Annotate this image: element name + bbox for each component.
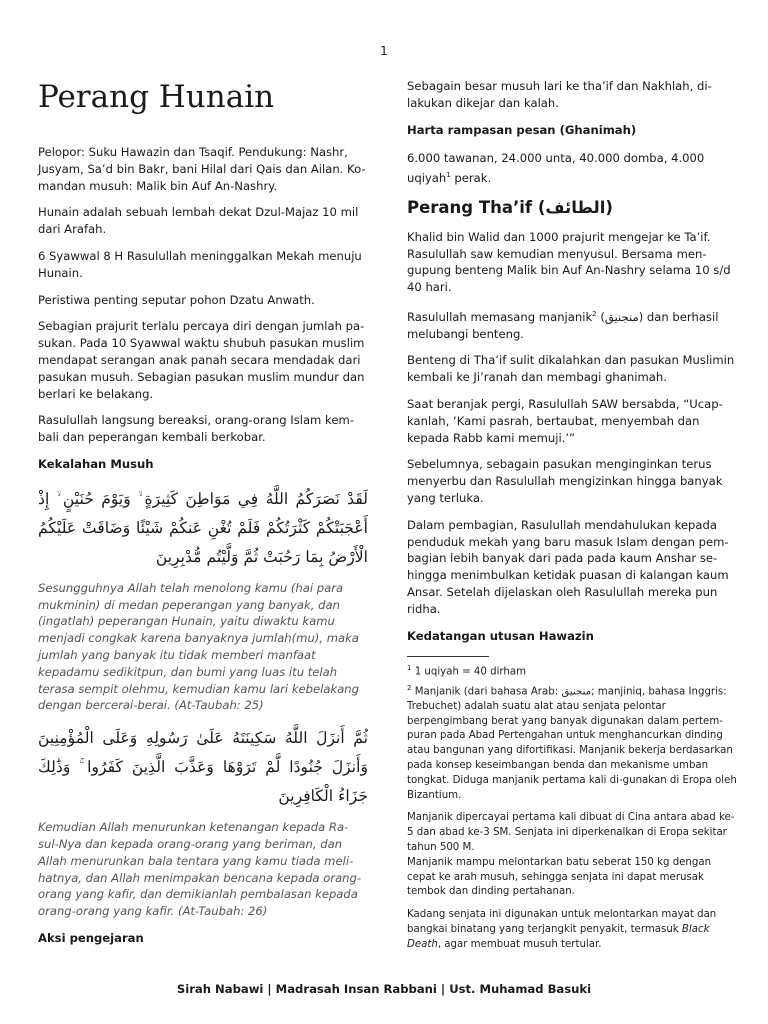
footnote-1-text: 1 uqiyah = 40 dirham	[411, 666, 527, 678]
heading-harta-rampasan: Harta rampasan pesan (Ghanimah)	[407, 122, 637, 137]
footnote-divider	[407, 656, 489, 657]
footnote-2-text: Manjanik (dari bahasa Arab: منجنيق; manjiniq, bahasa Inggris: Trebuchet) adalah suatu alat atau senjata pelontar berpengimbang berat yang banyak digunakan dalam pertem-puran pada Abad Pertengahan untuk menghancurkan dinding atau bangunan yang difortifikasi. Manjanik bekerja berdasarkan pada konsep keseimbangan benda dan mekanisme umban tongkat. Diduga manjanik pertama kali di-gunakan di Eropa oleh Bizantium.	[407, 686, 737, 801]
page-title: Perang Hunain	[38, 79, 275, 115]
footnote-1	[407, 661, 737, 680]
page-footer: Sirah Nabawi | Madrasah Insan Rabbani | Ust. Muhamad Basuki	[176, 982, 592, 996]
footnote-ref-1[interactable]: 1	[446, 171, 451, 180]
right-column	[407, 78, 737, 953]
manjanik-text: Rasulullah memasang manjanik	[407, 309, 593, 324]
translation-taubah-25: Sesungguhnya Allah telah menolong kamu (hai para mukminin) di medan peperangan yang banyak, dan (ingatlah) peperangan Hunain, yaitu diwaktu kamu menjadi congkak karena banyaknya jumlah(mu), maka jumlah yang banyak itu tidak memberi manfaat kepadamu sedikitpun, dan bumi yang luas itu telah terasa sempit olehmu, kemudian kamu lari kebelakang dengan bercerai-berai. (At-Taubah: 25)	[38, 580, 360, 713]
footnote-2-black-death	[407, 908, 737, 952]
paragraph-rasulullah-reaction: Rasulullah langsung bereaksi, orang-orang Islam kem-bali dan peperangan kembali berkobar.	[38, 413, 354, 445]
paragraph-pelopor: Pelopor: Suku Hawazin dan Tsaqif. Pendukung: Nashr, Jusyam, Sa’d bin Bakr, bani Hilal dari Qais dan Ailan. Ko-mandan musuh: Malik bin Auf An-Nashry.	[38, 145, 366, 193]
footnote-2-origin: Manjanik dipercayai pertama kali dibuat di Cina antara abad ke-5 dan abad ke-3 SM. Senjata ini diperkenalkan di Eropa sekitar tahun 500 M.	[407, 812, 735, 853]
paragraph-sebelumnya: Sebelumnya, sebagain pasukan menginginkan terus menyerbu dan Rasulullah mengizinkan hingga banyak yang terluka.	[407, 457, 723, 506]
heading-perang-thaif: Perang Tha’if (الطائف)	[407, 197, 613, 217]
fn5-text-a: Kadang senjata ini digunakan untuk melontarkan mayat dan bangkai binatang yang terjangkit penyakit, termasuk	[407, 909, 717, 935]
heading-kekalahan-musuh: Kekalahan Musuh	[38, 456, 154, 471]
paragraph-khalid: Khalid bin Walid dan 1000 prajurit mengejar ke Ta’if. Rasulullah saw kemudian menyusul. Bersama men-gupung benteng Malik bin Auf An-Nashry selama 10 s/d 40 hari.	[407, 229, 731, 295]
paragraph-overconfidence: Sebagian prajurit terlalu percaya diri dengan jumlah pa-sukan. Pada 10 Syawwal waktu shubuh pasukan muslim mendapat serangan anak panah secara mendadak dari pasukan musuh. Sebagian pasukan muslim mundur dan berlari ke belakang.	[38, 319, 365, 401]
ghanimah-tail: perak.	[450, 171, 492, 186]
page-number: 1	[380, 44, 388, 58]
paragraph-hunain-location: Hunain adalah sebuah lembah dekat Dzul-Majaz 10 mil dari Arafah.	[38, 205, 359, 237]
footnote-ref-2[interactable]: 2	[592, 310, 597, 319]
heading-kedatangan-hawazin: Kedatangan utusan Hawazin	[407, 628, 594, 643]
ghanimah-text: 6.000 tawanan, 24.000 unta, 40.000 domba, 4.000 uqiyah	[407, 151, 705, 186]
paragraph-pembagian: Dalam pembagian, Rasulullah mendahulukan kepada penduduk mekah yang baru masuk Islam dengan pem-bagian lebih banyak dari pada pada kaum Anshar se-hingga menimbulkan ketidak puasan di kalangan kaum Ansar. Setelah dijelaskan oleh Rasulullah mereka pun ridha.	[407, 517, 729, 616]
footnote-1-number: 1	[407, 664, 412, 673]
paragraph-departure: 6 Syawwal 8 H Rasulullah meninggalkan Mekah menuju Hunain.	[38, 248, 362, 280]
paragraph-sabda: Saat beranjak pergi, Rasulullah SAW bersabda, “Ucap-kanlah, ‘Kami pasrah, bertaubat, menyembah dan kepada Rabb kami memuji.’”	[407, 397, 723, 445]
arabic-verse-taubah-25: لَقَدْ نَصَرَكُمُ اللَّهُ فِي مَوَاطِنَ كَثِيرَةٍ ۙ وَيَوْمَ حُنَيْنٍ ۙ إِذْ أَعْجَبَتْكُمْ كَثْرَتُكُمْ فَلَمْ تُغْنِ عَنكُمْ شَيْئًا وَضَاقَتْ عَلَيْكُمُ الْأَرْضُ بِمَا رَحُبَتْ ثُمَّ وَلَّيْتُم مُّدْبِرِينَ	[38, 489, 368, 566]
heading-aksi-pengejaran: Aksi pengejaran	[38, 930, 144, 945]
manjanik-tail: (منجنيق) dan berhasil melubangi benteng.	[407, 309, 719, 341]
paragraph-ghanimah	[407, 150, 737, 186]
footnote-2-number: 2	[407, 683, 412, 692]
arabic-verse-taubah-26: ثُمَّ أَنزَلَ اللَّهُ سَكِينَتَهُ عَلَىٰ رَسُولِهِ وَعَلَى الْمُؤْمِنِينَ وَأَنزَلَ جُنُودًا لَّمْ تَرَوْهَا وَعَذَّبَ الَّذِينَ كَفَرُوا ۚ وَذَٰلِكَ جَزَاءُ الْكَافِرِينَ	[38, 729, 368, 806]
paragraph-benteng: Benteng di Tha’if sulit dikalahkan dan pasukan Muslimin kembali ke Ji’ranah dan membagi ghanimah.	[407, 353, 735, 385]
fn5-text-b: , agar membuat musuh tertular.	[437, 938, 602, 950]
footnote-2	[407, 681, 737, 804]
fn5-black-death: Black Death	[407, 923, 710, 950]
translation-taubah-26: Kemudian Allah menurunkan ketenangan kepada Ra-sul-Nya dan kepada orang-orang yang beriman, dan Allah menurunkan bala tentara yang kamu tiada meli-hatnya, dan Allah menimpakan bencana kepada orang-orang yang kafir, dan demikianlah pembalasan kepada orang-orang yang kafir. (At-Taubah: 26)	[38, 820, 362, 919]
paragraph-manjanik	[407, 306, 737, 342]
paragraph-enemy-flee: Sebagain besar musuh lari ke tha’if dan Nakhlah, di-lakukan dikejar dan kalah.	[407, 79, 712, 110]
paragraph-dzatu-anwath: Peristiwa penting seputar pohon Dzatu Anwath.	[38, 292, 315, 307]
left-column	[38, 78, 368, 959]
footnote-2-capability: Manjanik mampu melontarkan batu seberat 150 kg dengan cepat ke arah musuh, sehingga senjata ini dapat merusak tembok dan dinding pertahanan.	[407, 856, 712, 898]
